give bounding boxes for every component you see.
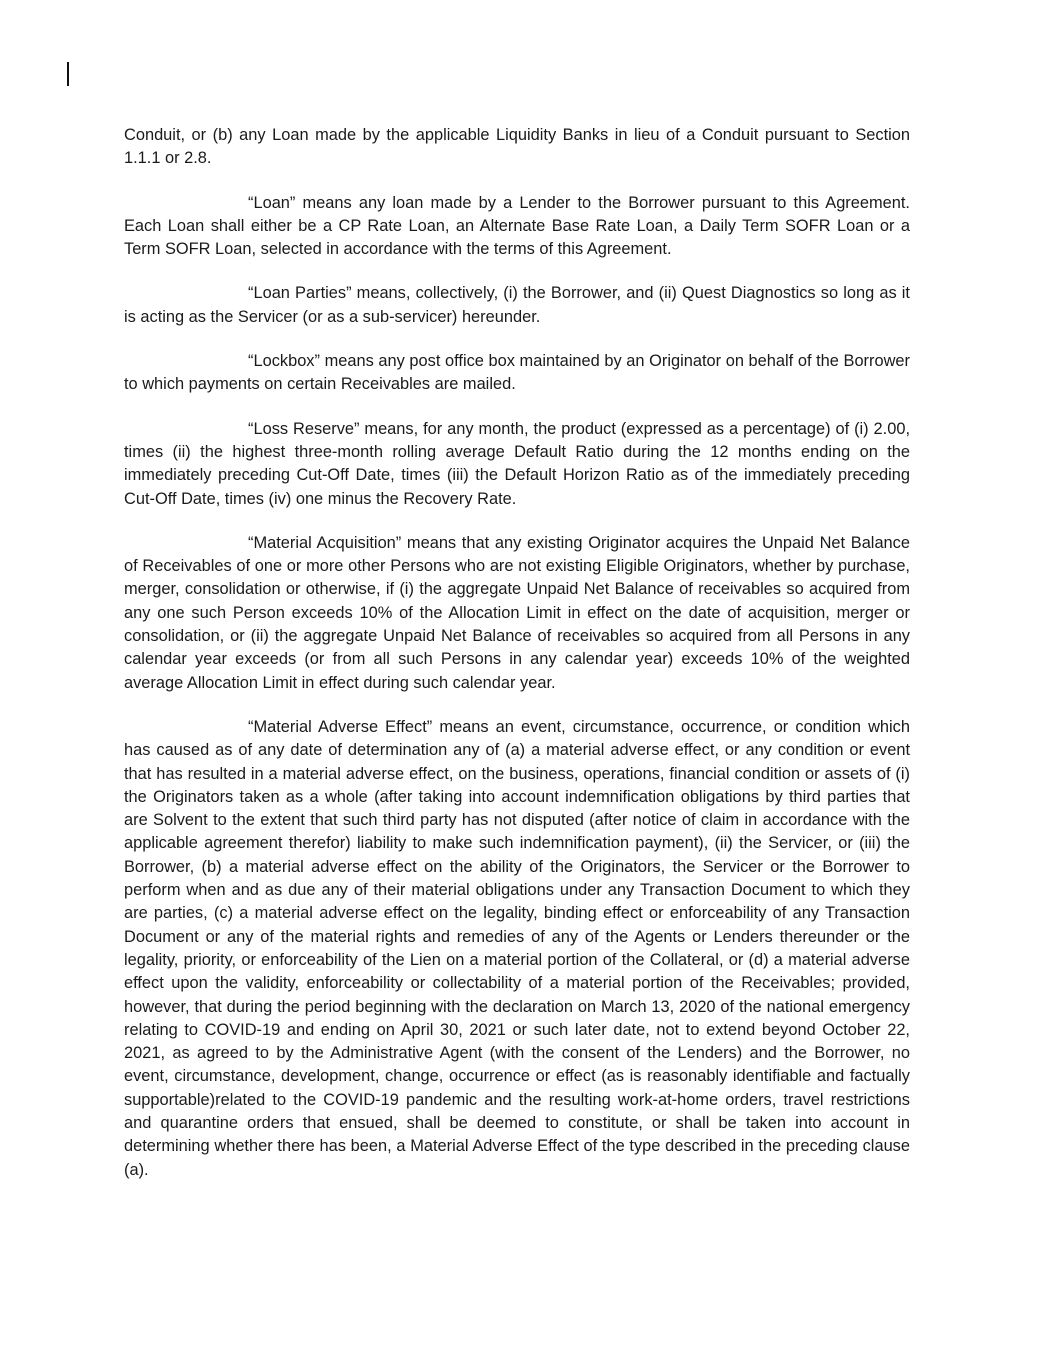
- definition-loss-reserve: “Loss Reserve” means, for any month, the product (expressed as a percentage) of (i) 2.00, times (ii) the highest three-month rolling average Default Ratio during the 12 months ending on the immediately preceding Cut-Off Date, times (iii) the Default Horizon Ratio as of the immediately preceding Cut-Off Date, times (iv) one minus the Recovery Rate.: [124, 419, 910, 508]
- definition-loan-parties: “Loan Parties” means, collectively, (i) the Borrower, and (ii) Quest Diagnostics so long as it is acting as the Servicer (or as a sub-servicer) hereunder.: [124, 284, 910, 326]
- paragraph-conduit-continuation: Conduit, or (b) any Loan made by the applicable Liquidity Banks in lieu of a Conduit pursuant to Section 1.1.1 or 2.8.: [124, 126, 910, 168]
- document-body: [124, 124, 910, 1203]
- definition-material-adverse-effect: “Material Adverse Effect” means an event, circumstance, occurrence, or condition which has caused as of any date of determination any of (a) a material adverse effect, or any condition or event that has resulted in a material adverse effect, on the business, operations, financial condition or assets of (i) the Originators taken as a whole (after taking into account indemnification obligations by third parties that are Solvent to the extent that such third party has not disputed (after notice of claim in accordance with the applicable agreement therefor) liability to make such indemnification payment), (ii) the Servicer, or (iii) the Borrower, (b) a material adverse effect on the ability of the Originators, the Servicer or the Borrower to perform when and as due any of their material obligations under any Transaction Document to which they are parties, (c) a material adverse effect on the legality, binding effect or enforceability of any Transaction Document or any of the material rights and remedies of any of the Agents or Lenders thereunder or the legality, priority, or enforceability of the Lien on a material portion of the Collateral, or (d) a material adverse effect upon the validity, enforceability or collectability of a material portion of the Receivables; provided, however, that during the period beginning with the declaration on March 13, 2020 of the national emergency relating to COVID-19 and ending on April 30, 2021 or such later date, not to extend beyond October 22, 2021, as agreed to by the Administrative Agent (with the consent of the Lenders) and the Borrower, no event, circumstance, development, change, occurrence or effect (as is reasonably identifiable and factually supportable)related to the COVID-19 pandemic and the resulting work-at-home orders, travel restrictions and quarantine orders that ensued, shall be deemed to constitute, or shall be taken into account in determining whether there has been, a Material Adverse Effect of the type described in the preceding clause (a).: [124, 717, 910, 1179]
- revision-margin-bar: [67, 62, 69, 86]
- definition-lockbox: “Lockbox” means any post office box maintained by an Originator on behalf of the Borrower to which payments on certain Receivables are mailed.: [124, 352, 910, 394]
- definition-material-acquisition: “Material Acquisition” means that any existing Originator acquires the Unpaid Net Balance of Receivables of one or more other Persons who are not existing Eligible Originators, whether by purchase, merger, consolidation or otherwise, if (i) the aggregate Unpaid Net Balance of receivables so acquired from any one such Person exceeds 10% of the Allocation Limit in effect on the date of acquisition, merger or consolidation, or (ii) the aggregate Unpaid Net Balance of receivables so acquired from all Persons in any calendar year exceeds (or from all such Persons in any calendar year) exceeds 10% of the weighted average Allocation Limit in effect during such calendar year.: [124, 533, 910, 692]
- definition-loan: “Loan” means any loan made by a Lender to the Borrower pursuant to this Agreement. Each Loan shall either be a CP Rate Loan, an Alternate Base Rate Loan, a Daily Term SOFR Loan or a Term SOFR Loan, selected in accordance with the terms of this Agreement.: [124, 193, 910, 259]
